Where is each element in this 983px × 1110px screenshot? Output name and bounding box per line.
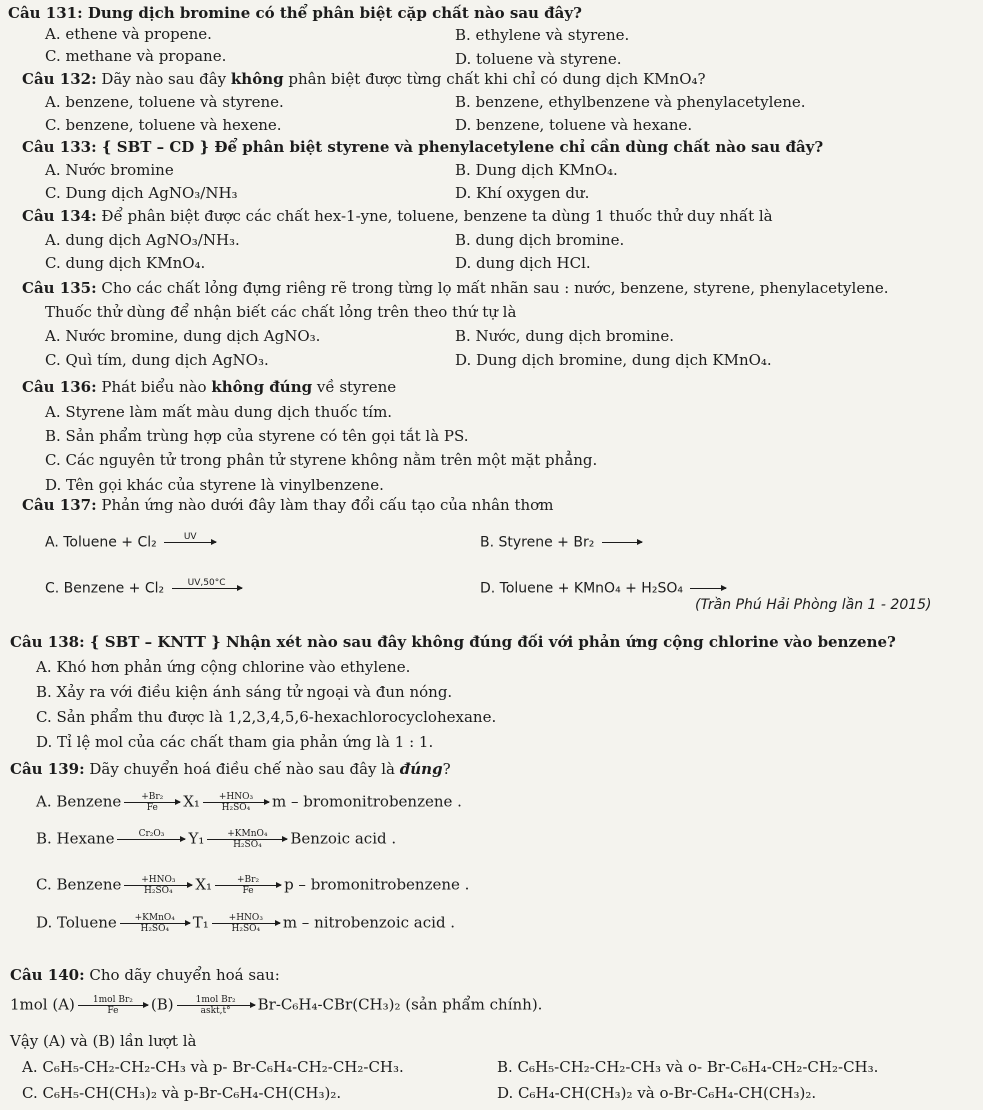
q140-scheme: 1mol (A) 1mol Br₂ Fe (B) 1mol Br₂ askt,t° Br-C₆H₄-CBr(CH₃)₂ (sản phẩm chính). — [10, 995, 543, 1016]
q131-option-b[interactable]: B. ethylene và styrene. — [455, 26, 630, 44]
q132-option-c[interactable]: C. benzene, toluene và hexene. — [45, 116, 282, 134]
q137-option-b[interactable]: B. Styrene + Br₂ — [480, 532, 645, 553]
q140-option-d[interactable]: D. C₆H₄-CH(CH₃)₂ và o-Br-C₆H₄-CH(CH₃)₂. — [497, 1084, 817, 1102]
q134-option-c[interactable]: C. dung dịch KMnO₄. — [45, 254, 206, 272]
q139-stem: Câu 139: Dãy chuyển hoá điều chế nào sau đây là đúng? — [10, 760, 451, 778]
q136-option-c[interactable]: C. Các nguyên tử trong phân tử styrene không nằm trên một mặt phẳng. — [45, 451, 598, 469]
q134-option-d[interactable]: D. dung dịch HCl. — [455, 254, 591, 272]
q135-option-a[interactable]: A. Nước bromine, dung dịch AgNO₃. — [45, 327, 321, 345]
reaction-arrow: $\frac{\text{+Br₂}}{Fe}$ — [124, 792, 180, 813]
q138-option-a[interactable]: A. Khó hơn phản ứng cộng chlorine vào ethylene. — [36, 658, 411, 676]
q131-option-d[interactable]: D. toluene và styrene. — [455, 50, 622, 68]
reaction-arrow: +HNO₃ H₂SO₄ — [203, 792, 269, 813]
reaction-arrow: UV,50°C — [172, 578, 242, 599]
q134-option-a[interactable]: A. dung dịch AgNO₃/NH₃. — [45, 231, 240, 249]
q136-option-a[interactable]: A. Styrene làm mất màu dung dịch thuốc tím. — [45, 403, 393, 421]
q139-option-a[interactable]: A. Benzene $\frac{\text{+Br₂}}{Fe}$ X₁ +HNO₃ H₂SO₄ m – bromonitrobenzene . — [36, 792, 462, 813]
q133-option-c[interactable]: C. Dung dịch AgNO₃/NH₃ — [45, 184, 238, 202]
q133-option-a[interactable]: A. Nước bromine — [45, 161, 174, 179]
q133-option-b[interactable]: B. Dung dịch KMnO₄. — [455, 161, 618, 179]
q138-option-d[interactable]: D. Tỉ lệ mol của các chất tham gia phản ứng là 1 : 1. — [36, 733, 434, 751]
reaction-arrow: Cr₂O₃ — [117, 829, 185, 850]
reaction-arrow: 1mol Br₂ askt,t° — [177, 995, 255, 1016]
reaction-arrow: UV — [164, 532, 216, 553]
q135-stem: Câu 135: Cho các chất lỏng đựng riêng rẽ trong từng lọ mất nhãn sau : nước, benzene, styrene, phenylacetylene. — [22, 279, 889, 297]
q136-option-d[interactable]: D. Tên gọi khác của styrene là vinylbenzene. — [45, 476, 384, 494]
q136-option-b[interactable]: B. Sản phẩm trùng hợp của styrene có tên gọi tắt là PS. — [45, 427, 469, 445]
q140-option-c[interactable]: C. C₆H₅-CH(CH₃)₂ và p-Br-C₆H₄-CH(CH₃)₂. — [22, 1084, 342, 1102]
q135-option-d[interactable]: D. Dung dịch bromine, dung dịch KMnO₄. — [455, 351, 772, 369]
q138-stem: Câu 138: { SBT – KNTT } Nhận xét nào sau đây không đúng đối với phản ứng cộng chlorine vào benzene? — [10, 633, 896, 651]
q140-stem-line2: Vậy (A) và (B) lần lượt là — [10, 1032, 197, 1050]
reaction-arrow: +KMnO₄ H₂SO₄ — [120, 913, 190, 934]
q137-source: (Trần Phú Hải Phòng lần 1 - 2015) — [695, 597, 932, 613]
q139-option-d[interactable]: D. Toluene +KMnO₄ H₂SO₄ T₁ +HNO₃ H₂SO₄ m – nitrobenzoic acid . — [36, 913, 456, 934]
q137-stem: Câu 137: Phản ứng nào dưới đây làm thay đổi cấu tạo của nhân thơm — [22, 496, 554, 514]
q132-stem: Câu 132: Dãy nào sau đây không phân biệt được từng chất khi chỉ có dung dịch KMnO₄? — [22, 70, 706, 88]
q140-option-a[interactable]: A. C₆H₅-CH₂-CH₂-CH₃ và p- Br-C₆H₄-CH₂-CH₂-CH₃. — [22, 1058, 404, 1076]
q135-option-c[interactable]: C. Quì tím, dung dịch AgNO₃. — [45, 351, 269, 369]
q140-option-b[interactable]: B. C₆H₅-CH₂-CH₂-CH₃ và o- Br-C₆H₄-CH₂-CH₂-CH₃. — [497, 1058, 879, 1076]
q139-option-c[interactable]: C. Benzene +HNO₃ H₂SO₄ X₁ $\frac{\text{+Br₂}}{Fe}$ p – bromonitrobenzene . — [36, 875, 470, 896]
q133-option-d[interactable]: D. Khí oxygen dư. — [455, 184, 590, 202]
reaction-arrow: +HNO₃ H₂SO₄ — [212, 913, 280, 934]
q131-option-c[interactable]: C. methane và propane. — [45, 47, 227, 65]
q135-option-b[interactable]: B. Nước, dung dịch bromine. — [455, 327, 674, 345]
q135-stem-line2: Thuốc thử dùng để nhận biết các chất lỏng trên theo thứ tự là — [45, 303, 517, 321]
q140-stem: Câu 140: Cho dãy chuyển hoá sau: — [10, 966, 280, 984]
q131-option-a[interactable]: A. ethene và propene. — [45, 25, 212, 43]
reaction-arrow — [602, 532, 642, 553]
q137-option-a[interactable]: A. Toluene + Cl₂ UV — [45, 532, 219, 553]
q138-option-b[interactable]: B. Xảy ra với điều kiện ánh sáng tử ngoại và đun nóng. — [36, 683, 453, 701]
q132-option-b[interactable]: B. benzene, ethylbenzene và phenylacetylene. — [455, 93, 806, 111]
reaction-arrow: 1mol Br₂ Fe — [78, 995, 148, 1016]
q133-stem: Câu 133: { SBT – CD } Để phân biệt styrene và phenylacetylene chỉ cần dùng chất nào sau đây? — [22, 138, 824, 156]
q132-option-a[interactable]: A. benzene, toluene và styrene. — [45, 93, 284, 111]
q138-option-c[interactable]: C. Sản phẩm thu được là 1,2,3,4,5,6-hexachlorocyclohexane. — [36, 708, 497, 726]
q131-stem: Câu 131: Dung dịch bromine có thể phân biệt cặp chất nào sau đây? — [8, 4, 582, 22]
reaction-arrow: +KMnO₄ H₂SO₄ — [207, 829, 287, 850]
q137-option-c[interactable]: C. Benzene + Cl₂ UV,50°C — [45, 578, 245, 599]
reaction-arrow: +HNO₃ H₂SO₄ — [124, 875, 192, 896]
q137-option-d[interactable]: D. Toluene + KMnO₄ + H₂SO₄ — [480, 578, 729, 599]
q132-option-d[interactable]: D. benzene, toluene và hexane. — [455, 116, 693, 134]
q134-stem: Câu 134: Để phân biệt được các chất hex-1-yne, toluene, benzene ta dùng 1 thuốc thử duy nhất là — [22, 207, 773, 225]
q139-option-b[interactable]: B. Hexane Cr₂O₃ Y₁ +KMnO₄ H₂SO₄ Benzoic acid . — [36, 829, 397, 850]
q134-option-b[interactable]: B. dung dịch bromine. — [455, 231, 625, 249]
q136-stem: Câu 136: Phát biểu nào không đúng về styrene — [22, 378, 397, 396]
reaction-arrow: $\frac{\text{+Br₂}}{Fe}$ — [215, 875, 281, 896]
